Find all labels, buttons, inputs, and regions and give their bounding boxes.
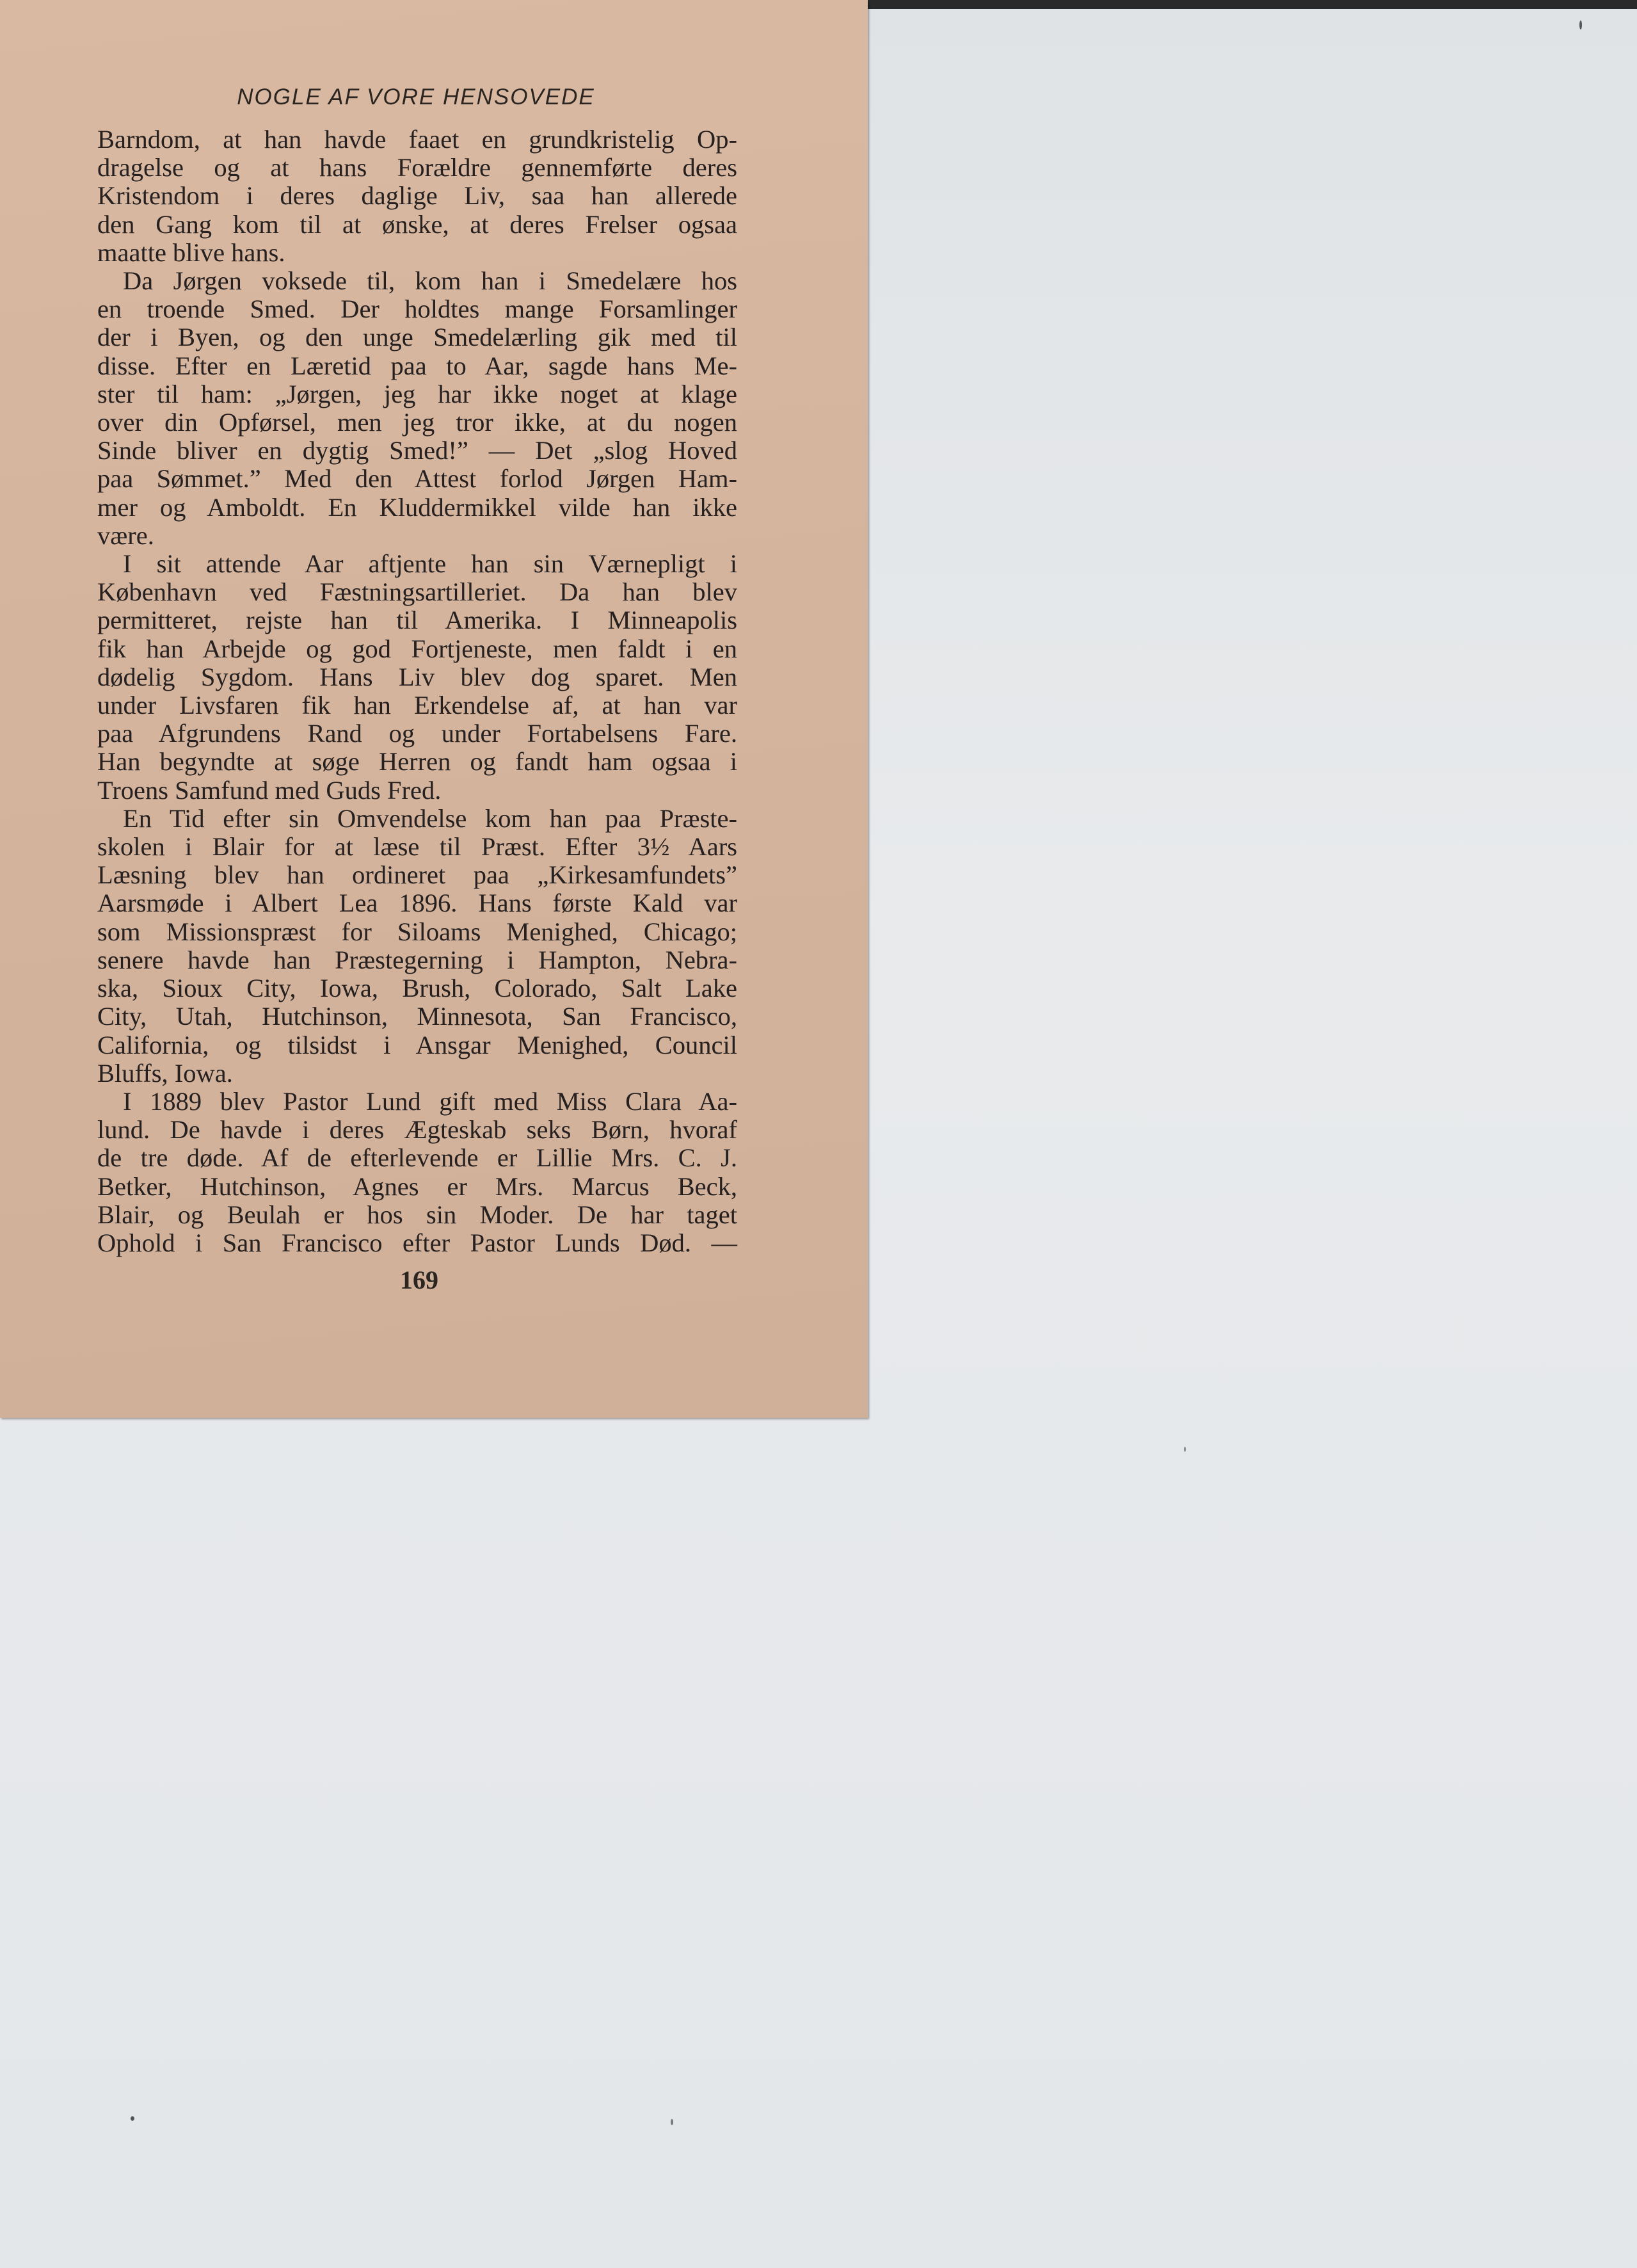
dust-speck xyxy=(1579,20,1582,29)
text-line: mer og Amboldt. En Kluddermikkel vilde han ikke xyxy=(97,492,737,522)
text-line: dragelse og at hans Forældre gennemførte deres xyxy=(97,153,737,182)
text-line: Bluffs, Iowa. xyxy=(97,1058,233,1088)
text-line: Sinde bliver en dygtig Smed!” — Det „slog Hoved xyxy=(97,436,737,465)
text-line: En Tid efter sin Omvendelse kom han paa Præste- xyxy=(123,803,737,833)
text-line: ster til ham: „Jørgen, jeg har ikke noget at klage xyxy=(97,379,737,408)
text-line: der i Byen, og den unge Smedelærling gik med til xyxy=(97,323,737,352)
text-line: Læsning blev han ordineret paa „Kirkesamfundets” xyxy=(97,860,737,890)
text-line: lund. De havde i deres Ægteskab seks Børn, hvoraf xyxy=(97,1115,737,1145)
text-line: Han begyndte at søge Herren og fandt ham ogsaa i xyxy=(97,747,737,776)
text-line: skolen i Blair for at læse til Præst. Efter 3½ Aars xyxy=(97,832,737,862)
text-line: ska, Sioux City, Iowa, Brush, Colorado, Salt Lake xyxy=(97,974,737,1003)
text-line: maatte blive hans. xyxy=(97,237,285,267)
dust-speck xyxy=(1184,1447,1186,1452)
text-line: I sit attende Aar aftjente han sin Værnepligt i xyxy=(123,549,737,579)
text-line: fik han Arbejde og god Fortjeneste, men faldt i en xyxy=(97,634,737,663)
body-text xyxy=(97,125,737,1257)
text-line: over din Opførsel, men jeg tror ikke, at du nogen xyxy=(97,408,737,437)
dust-speck xyxy=(131,2116,134,2121)
text-line: den Gang kom til at ønske, at deres Frelser ogsaa xyxy=(97,209,737,239)
text-line: dødelig Sygdom. Hans Liv blev dog sparet. Men xyxy=(97,662,737,691)
text-line: Troens Samfund med Guds Fred. xyxy=(97,775,442,805)
text-line: de tre døde. Af de efterlevende er Lillie Mrs. C. J. xyxy=(97,1143,737,1173)
page-number: 169 xyxy=(400,1266,438,1294)
text-line: I 1889 blev Pastor Lund gift med Miss Clara Aa- xyxy=(123,1086,737,1116)
text-line: under Livsfaren fik han Erkendelse af, at han var xyxy=(97,691,737,720)
text-line: disse. Efter en Læretid paa to Aar, sagde hans Me- xyxy=(97,351,737,380)
text-line: Da Jørgen voksede til, kom han i Smedelære hos xyxy=(123,266,737,296)
text-line: Aarsmøde i Albert Lea 1896. Hans første Kald var xyxy=(97,889,737,918)
text-line: paa Afgrundens Rand og under Fortabelsens Fare. xyxy=(97,719,737,748)
text-line: Blair, og Beulah er hos sin Moder. De har taget xyxy=(97,1200,737,1229)
text-line: Barndom, at han havde faaet en grundkristelig Op- xyxy=(97,125,737,154)
text-line: som Missionspræst for Siloams Menighed, Chicago; xyxy=(97,917,737,946)
text-line: en troende Smed. Der holdtes mange Forsamlinger xyxy=(97,294,737,324)
text-line: Betker, Hutchinson, Agnes er Mrs. Marcus Beck, xyxy=(97,1171,737,1201)
text-line: København ved Fæstningsartilleriet. Da han blev xyxy=(97,577,737,607)
text-line: permitteret, rejste han til Amerika. I Minneapolis xyxy=(97,606,737,635)
text-line: senere havde han Præstegerning i Hampton, Nebra- xyxy=(97,945,737,974)
text-line: være. xyxy=(97,520,154,550)
text-line: California, og tilsidst i Ansgar Menighed, Council xyxy=(97,1030,737,1059)
scanner-top-edge xyxy=(866,0,1637,9)
text-line: Ophold i San Francisco efter Pastor Lunds Død. — xyxy=(97,1228,737,1257)
text-line: paa Sømmet.” Med den Attest forlod Jørgen Ham- xyxy=(97,464,737,494)
dust-speck xyxy=(671,2119,673,2125)
text-line: City, Utah, Hutchinson, Minnesota, San Francisco, xyxy=(97,1002,737,1031)
book-page xyxy=(0,0,868,1418)
text-line: Kristendom i deres daglige Liv, saa han allerede xyxy=(97,181,737,211)
running-header: NOGLE AF VORE HENSOVEDE xyxy=(237,84,595,109)
